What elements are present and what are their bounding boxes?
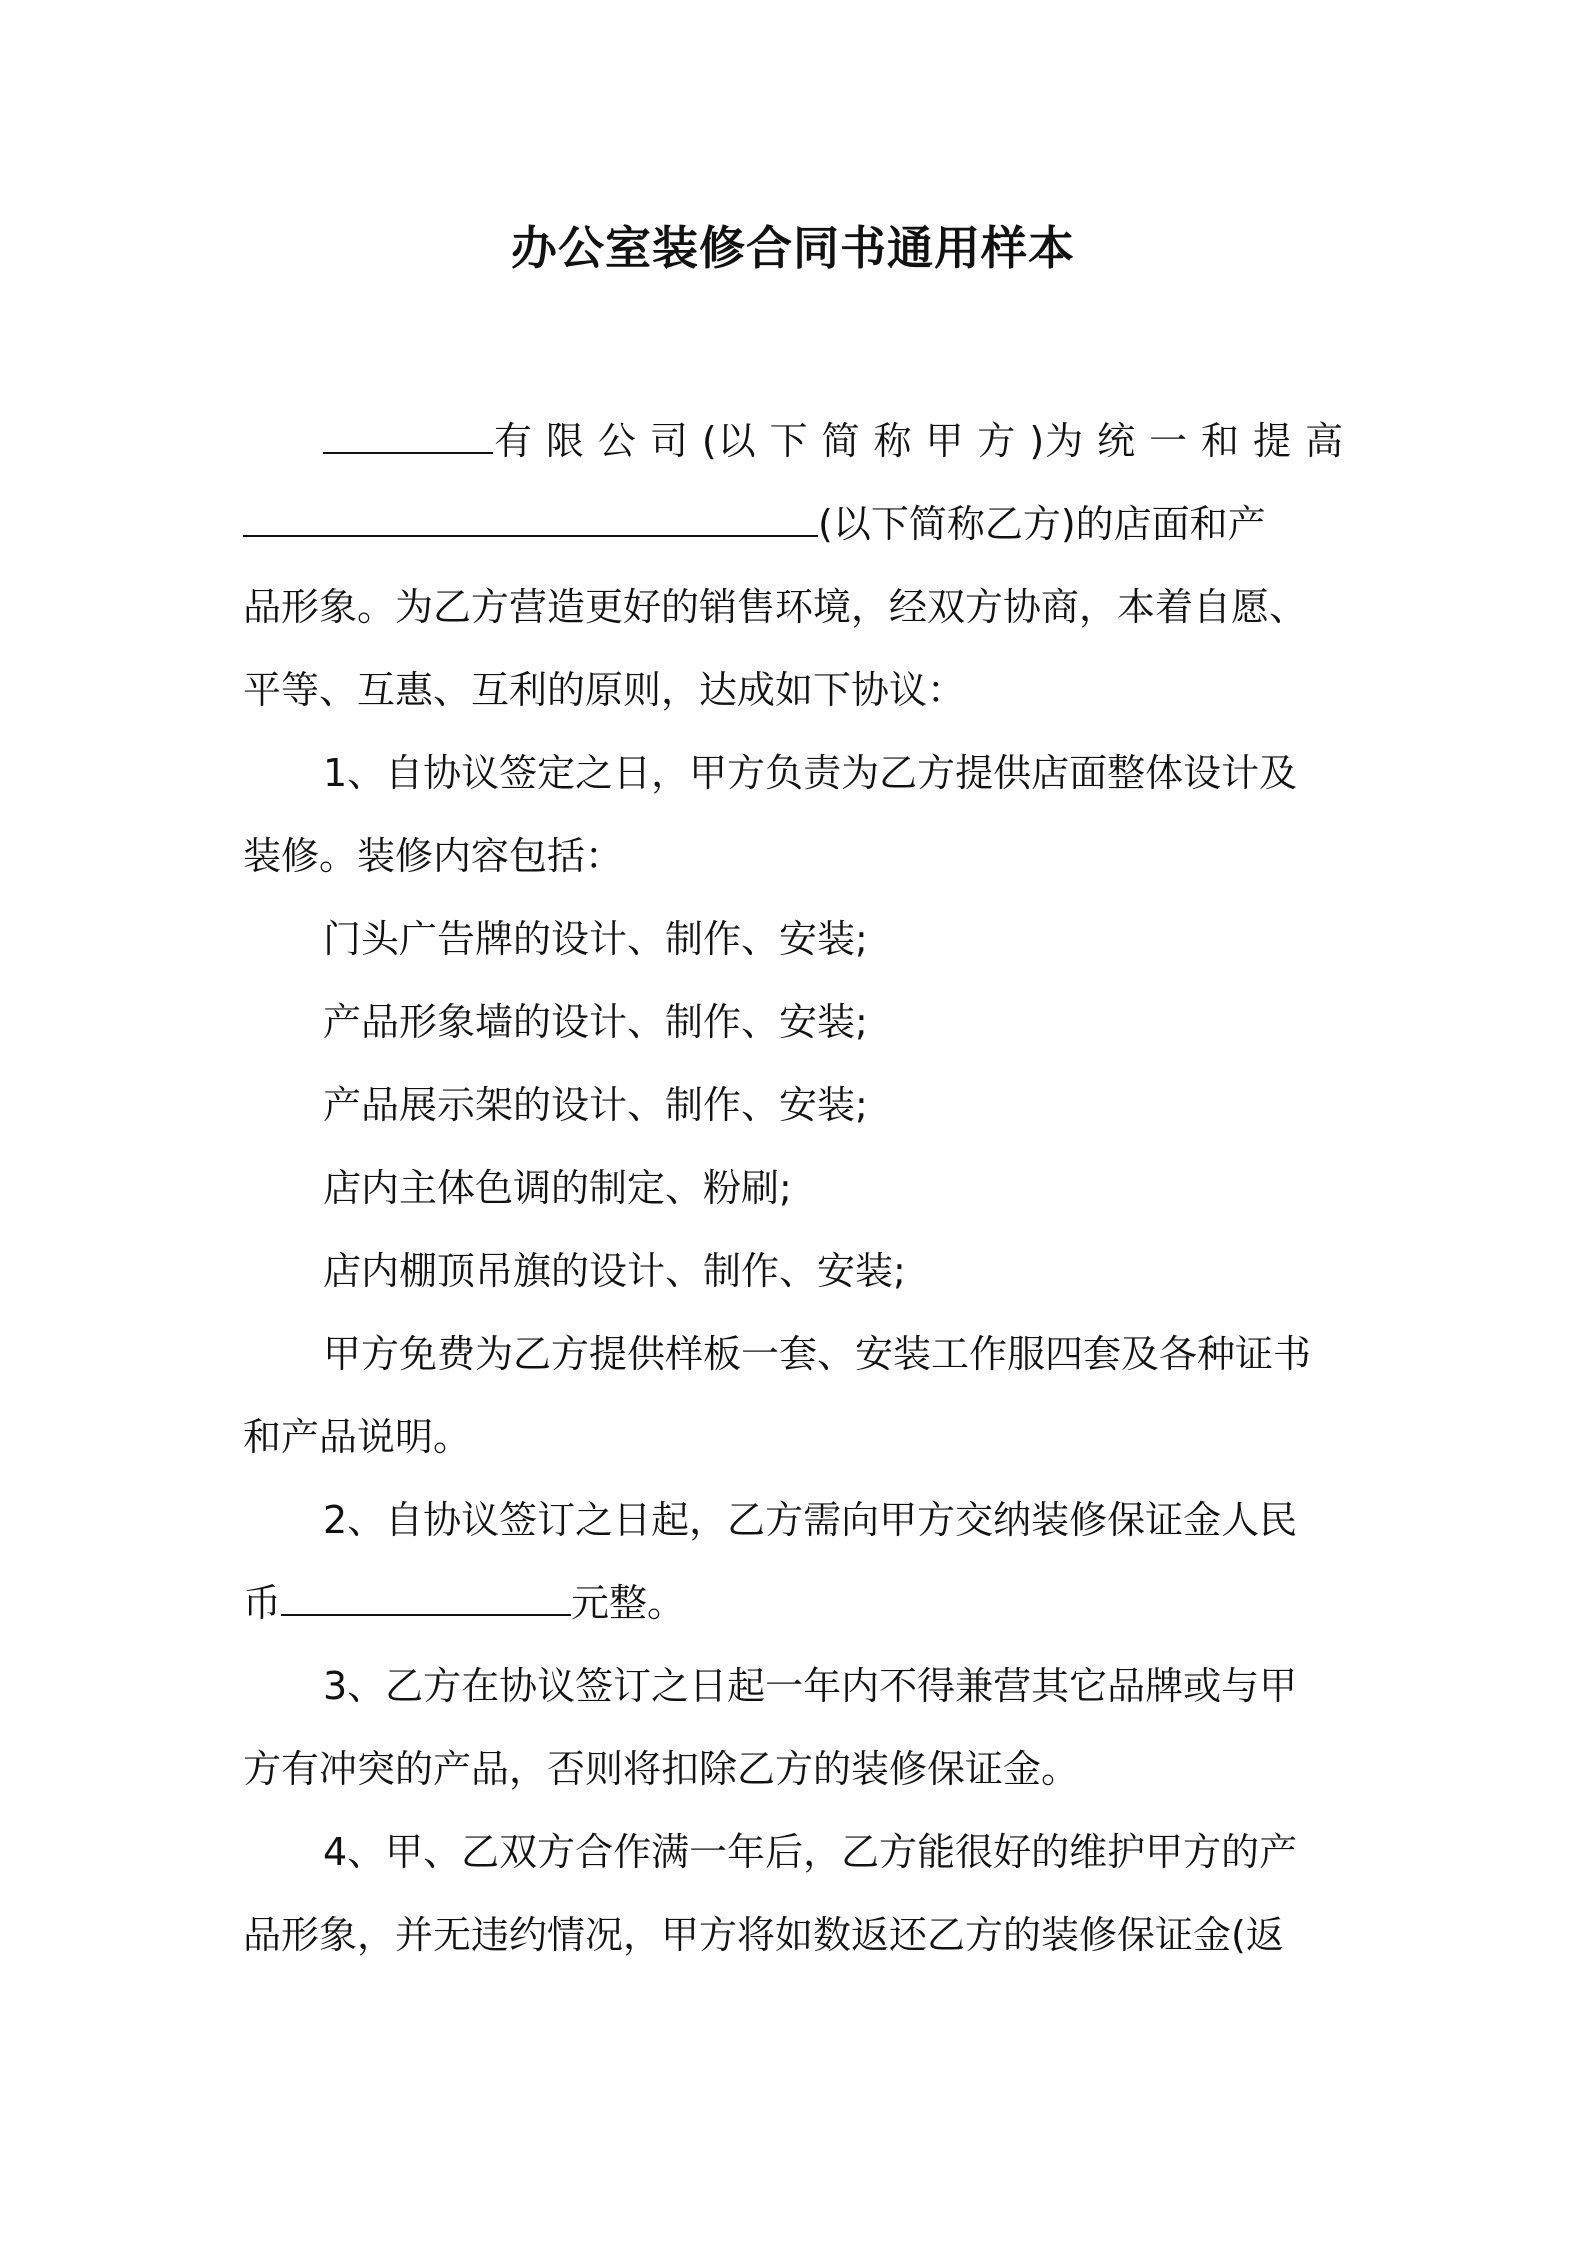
list-item-display-rack: 产品展示架的设计、制作、安装; bbox=[323, 1083, 868, 1127]
clause-3-line-2: 方有冲突的产品，否则将扣除乙方的装修保证金。 bbox=[243, 1747, 1080, 1791]
party-b-blank bbox=[243, 525, 818, 537]
clause-2-line-1: 2、自协议签订之日起，乙方需向甲方交纳装修保证金人民 bbox=[323, 1498, 1298, 1542]
clause-1-line-1: 1、自协议签定之日，甲方负责为乙方提供店面整体设计及 bbox=[323, 751, 1298, 795]
party-a-blank bbox=[323, 442, 493, 454]
clause-1-line-2: 装修。装修内容包括： bbox=[243, 834, 624, 878]
list-item-image-wall: 产品形象墙的设计、制作、安装; bbox=[323, 1000, 868, 1044]
list-item-signboard: 门头广告牌的设计、制作、安装; bbox=[323, 917, 868, 961]
supply-line-2: 和产品说明。 bbox=[243, 1415, 472, 1459]
contract-body bbox=[243, 400, 1343, 1977]
paragraph-intro-line-2: (以下简称乙方)的店面和产 bbox=[243, 483, 1343, 566]
paragraph-intro-line-4: 平等、互惠、互利的原则，达成如下协议： bbox=[243, 668, 966, 712]
supply-line-1: 甲方免费为乙方提供样板一套、安装工作服四套及各种证书 bbox=[323, 1332, 1312, 1376]
list-item-color-tone: 店内主体色调的制定、粉刷; bbox=[323, 1166, 792, 1210]
list-item-ceiling-flags: 店内棚顶吊旗的设计、制作、安装; bbox=[323, 1249, 906, 1293]
deposit-amount-blank bbox=[281, 1604, 571, 1616]
clause-3-line-1: 3、乙方在协议签订之日起一年内不得兼营其它品牌或与甲 bbox=[323, 1664, 1298, 1708]
paragraph-intro-line-3: 品形象。为乙方营造更好的销售环境，经双方协商，本着自愿、 bbox=[243, 585, 1308, 629]
clause-2-line-2: 币 元整。 bbox=[243, 1581, 686, 1625]
clause-4-line-1: 4、甲、乙双方合作满一年后，乙方能很好的维护甲方的产 bbox=[323, 1830, 1298, 1874]
clause-4-line-2: 品形象，并无违约情况，甲方将如数返还乙方的装修保证金(返 bbox=[243, 1913, 1284, 1957]
document-title: 办公室装修合同书通用样本 bbox=[511, 221, 1075, 275]
paragraph-intro-line-1: 有 限 公 司 (以 下 简 称 甲 方 )为 统 一 和 提 高 bbox=[243, 400, 1343, 483]
